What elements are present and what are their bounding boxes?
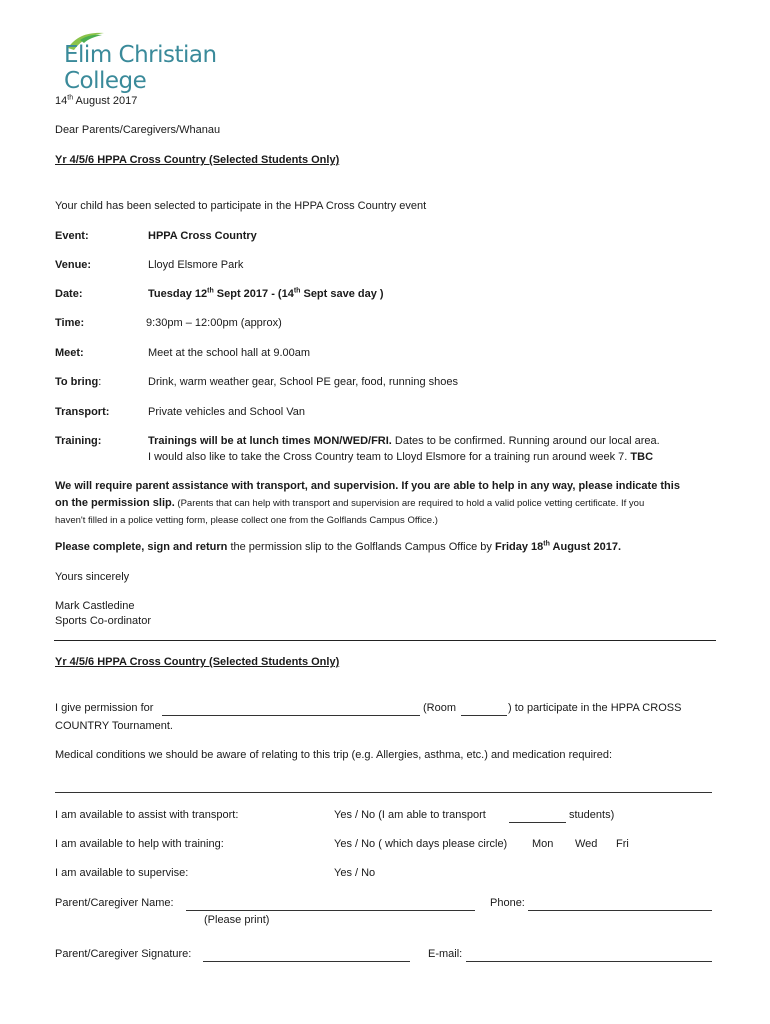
phone-label: Phone:: [490, 897, 525, 909]
email-label: E-mail:: [428, 948, 463, 960]
time-value: 9:30pm – 12:00pm (approx): [146, 317, 282, 329]
transport-assist-options[interactable]: Yes / No (I am able to transport: [334, 809, 486, 821]
logo-text: Elim Christian College: [64, 42, 217, 94]
meet-value: Meet at the school hall at 9.00am: [148, 347, 311, 359]
slip-heading: Yr 4/5/6 HPPA Cross Country (Selected Students Only): [55, 656, 340, 668]
venue-label: Venue:: [55, 259, 92, 271]
email-field[interactable]: [466, 961, 712, 962]
venue-value: Lloyd Elsmore Park: [148, 259, 244, 271]
day-option-fri[interactable]: Fri: [616, 838, 629, 850]
intro-text: Your child has been selected to participate in the HPPA Cross Country event: [55, 200, 427, 212]
training-label: Training:: [55, 435, 102, 447]
transport-assist-suffix: students): [569, 809, 615, 821]
supervise-label: I am available to supervise:: [55, 867, 189, 879]
signer-name: Mark Castledine: [55, 600, 135, 612]
assist-notice-line3: haven't filled in a police vetting form, please collect one from the Golflands Campus Office.): [55, 515, 438, 526]
training-help-label: I am available to help with training:: [55, 838, 224, 850]
date-value: Tuesday 12th Sept 2017 - (14th Sept save day ): [148, 287, 384, 300]
parent-name-field[interactable]: [186, 910, 475, 911]
medical-field[interactable]: [55, 792, 712, 793]
letter-heading: Yr 4/5/6 HPPA Cross Country (Selected Students Only): [55, 154, 340, 166]
permission-suffix: ) to participate in the HPPA CROSS: [508, 702, 682, 714]
training-help-options[interactable]: Yes / No ( which days please circle): [334, 838, 508, 850]
event-label: Event:: [55, 230, 89, 242]
meet-label: Meet:: [55, 347, 84, 359]
room-label: (Room: [423, 702, 457, 714]
cut-divider: [54, 640, 716, 641]
transport-assist-label: I am available to assist with transport:: [55, 809, 239, 821]
permission-label: I give permission for: [55, 702, 154, 714]
phone-field[interactable]: [528, 910, 712, 911]
training-value-line2: I would also like to take the Cross Country team to Lloyd Elsmore for a training run around week 7. TBC: [148, 451, 654, 463]
transport-label: Transport:: [55, 406, 110, 418]
salutation: Dear Parents/Caregivers/Whanau: [55, 124, 221, 136]
room-field[interactable]: [461, 715, 507, 716]
assist-notice-line1: We will require parent assistance with transport, and supervision. If you are able to help in any way, please indicate this: [55, 480, 680, 492]
to-bring-value: Drink, warm weather gear, School PE gear, food, running shoes: [148, 376, 459, 388]
event-value: HPPA Cross Country: [148, 230, 257, 242]
supervise-options[interactable]: Yes / No: [334, 867, 376, 879]
parent-name-label: Parent/Caregiver Name:: [55, 897, 174, 909]
medical-prompt: Medical conditions we should be aware of relating to this trip (e.g. Allergies, asthma, etc.) and medication required:: [55, 749, 613, 761]
training-value-line1: Trainings will be at lunch times MON/WED/FRI. Dates to be confirmed. Running around our local area.: [148, 435, 660, 447]
student-name-field[interactable]: [162, 715, 420, 716]
student-count-field[interactable]: [509, 822, 566, 823]
please-print-note: (Please print): [204, 914, 270, 926]
permission-line2: COUNTRY Tournament.: [55, 720, 173, 732]
letter-date: 14th August 2017: [55, 94, 138, 107]
day-option-mon[interactable]: Mon: [532, 838, 554, 850]
college-logo: [58, 30, 298, 94]
return-instructions: Please complete, sign and return the permission slip to the Golflands Campus Office by Friday 18th August 2017.: [55, 540, 622, 553]
signature-field[interactable]: [203, 961, 410, 962]
signer-title: Sports Co-ordinator: [55, 615, 151, 627]
transport-value: Private vehicles and School Van: [148, 406, 305, 418]
signature-label: Parent/Caregiver Signature:: [55, 948, 192, 960]
day-option-wed[interactable]: Wed: [575, 838, 598, 850]
closing: Yours sincerely: [55, 571, 130, 583]
to-bring-label: To bring:: [55, 376, 102, 388]
date-label: Date:: [55, 288, 83, 300]
time-label: Time:: [55, 317, 85, 329]
assist-notice-line2: on the permission slip. (Parents that can help with transport and supervision are required to hold a valid police vetting certificate. If you: [55, 497, 645, 509]
